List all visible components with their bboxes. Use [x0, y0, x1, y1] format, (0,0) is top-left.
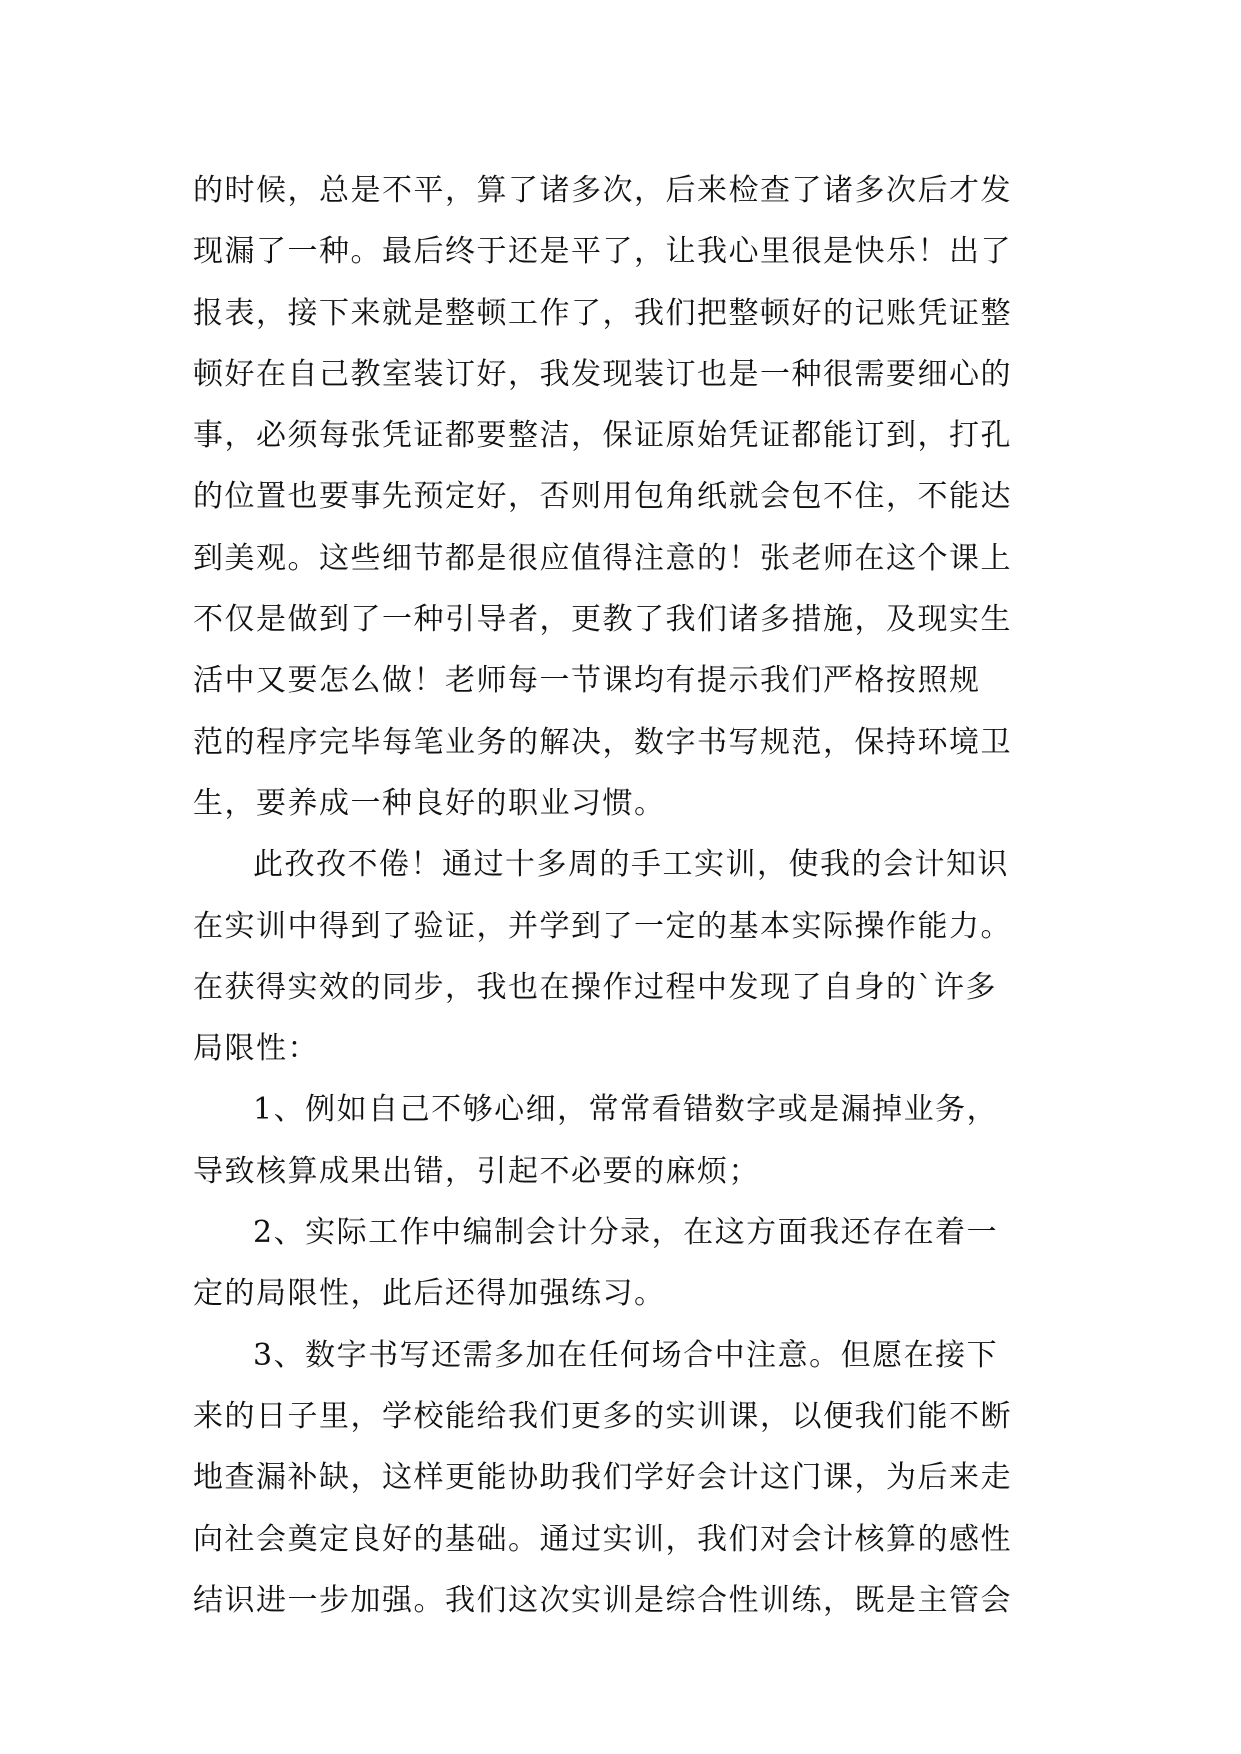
text-line: 生，要养成一种良好的职业习惯。	[193, 785, 666, 821]
text-line: 在实训中得到了验证，并学到了一定的基本实际操作能力。	[193, 908, 1012, 944]
text-line: 向社会奠定良好的基础。通过实训，我们对会计核算的感性	[193, 1521, 1012, 1557]
list-item-2-line: 2、实际工作中编制会计分录，在这方面我还存在着一	[253, 1215, 999, 1251]
text-line: 不仅是做到了一种引导者，更教了我们诸多措施，及现实生	[193, 602, 1012, 638]
text-line: 现漏了一种。最后终于还是平了，让我心里很是快乐！出了	[193, 234, 1012, 270]
text-line: 的位置也要事先预定好，否则用包角纸就会包不住，不能达	[193, 479, 1012, 515]
text-line: 局限性：	[193, 1031, 319, 1067]
text-line: 在获得实效的同步，我也在操作过程中发现了自身的`许多	[193, 969, 997, 1005]
list-item-3-line: 3、数字书写还需多加在任何场合中注意。但愿在接下	[253, 1337, 999, 1373]
text-line: 来的日子里，学校能给我们更多的实训课，以便我们能不断	[193, 1398, 1012, 1434]
body-text	[193, 160, 1053, 1631]
text-line: 结识进一步加强。我们这次实训是综合性训练，既是主管会	[193, 1582, 1012, 1618]
text-line: 事，必须每张凭证都要整洁，保证原始凭证都能订到，打孔	[193, 418, 1012, 454]
text-line: 到美观。这些细节都是很应值得注意的！张老师在这个课上	[193, 540, 1012, 576]
text-line: 导致核算成果出错，引起不必要的麻烦；	[193, 1153, 760, 1189]
text-line: 定的局限性，此后还得加强练习。	[193, 1276, 666, 1312]
text-line: 范的程序完毕每笔业务的解决，数字书写规范，保持环境卫	[193, 724, 1012, 760]
text-line: 顿好在自己教室装订好，我发现装订也是一种很需要细心的	[193, 356, 1012, 392]
list-item-1-line: 1、例如自己不够心细，常常看错数字或是漏掉业务，	[253, 1092, 999, 1128]
text-line: 活中又要怎么做！老师每一节课均有提示我们严格按照规	[193, 663, 981, 699]
text-line: 地查漏补缺，这样更能协助我们学好会计这门课，为后来走	[193, 1460, 1012, 1496]
text-line: 报表，接下来就是整顿工作了，我们把整顿好的记账凭证整	[193, 295, 1012, 331]
paragraph-start-line: 此孜孜不倦！通过十多周的手工实训，使我的会计知识	[253, 847, 1009, 883]
text-line: 的时候，总是不平，算了诸多次，后来检查了诸多次后才发	[193, 173, 1012, 208]
